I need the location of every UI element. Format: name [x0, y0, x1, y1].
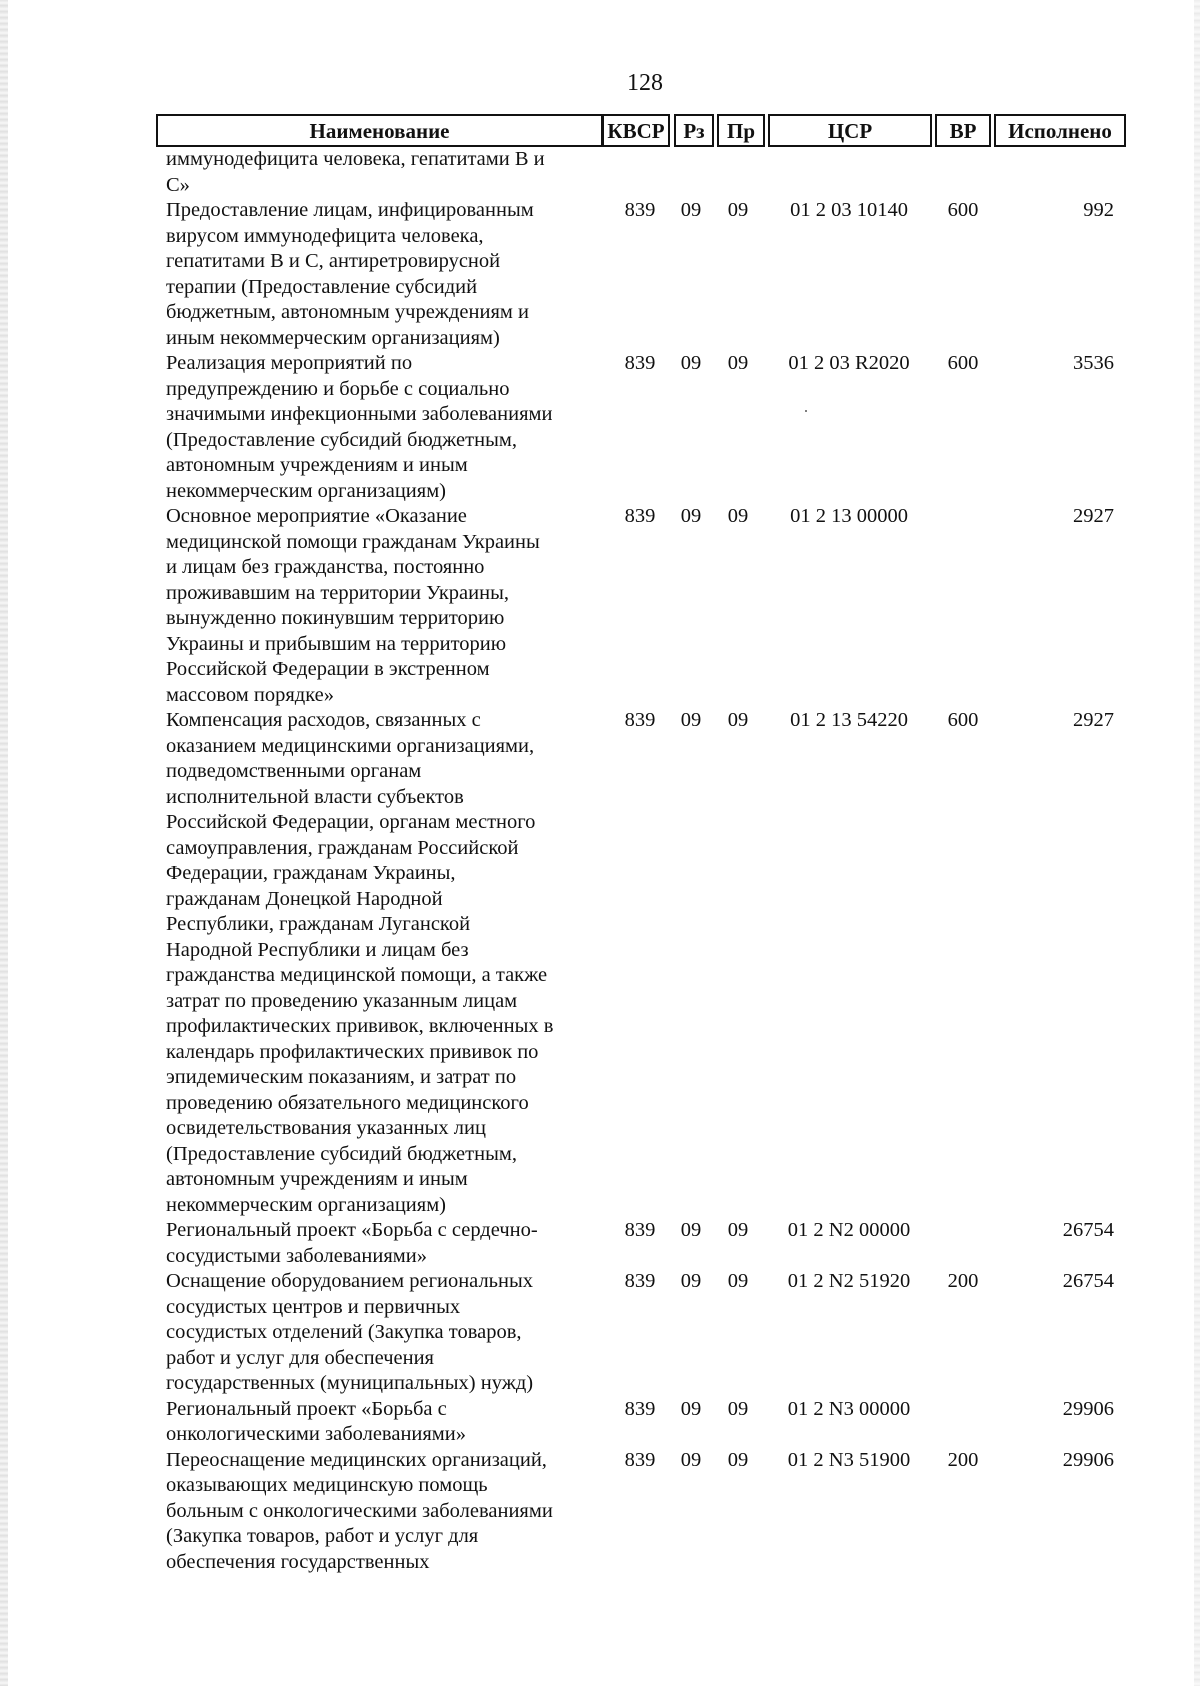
- header-kvsr: КВСР: [602, 114, 670, 147]
- row-rz: 09: [680, 1270, 702, 1292]
- row-rz: 09: [680, 505, 702, 527]
- row-rz: 09: [680, 709, 702, 731]
- row-pr: 09: [727, 1397, 749, 1420]
- row-csr: 01 2 13 54220: [790, 709, 908, 731]
- table-header: [156, 114, 1126, 147]
- row-rz: 09: [680, 1219, 702, 1241]
- row-name: Региональный проект «Борьба с онкологическими заболеваниями»: [166, 1397, 467, 1445]
- row-rz: 09: [680, 1448, 702, 1471]
- table-row: [156, 351, 1126, 504]
- row-kvsr: 839: [624, 1219, 656, 1241]
- table-row: [156, 1397, 1126, 1448]
- row-csr: 01 2 N3 00000: [787, 1397, 911, 1420]
- table-row: [156, 708, 1126, 1218]
- table-row: [156, 1269, 1126, 1397]
- header-vr: ВР: [935, 114, 991, 147]
- row-name: Оснащение оборудованием региональных сосудистых центров и первичных сосудистых отделений (Закупка товаров, работ и услуг для обеспечения государственных (муниципальных) нужд): [166, 1270, 534, 1394]
- row-csr: 01 2 N2 00000: [787, 1219, 911, 1241]
- row-executed: 2927: [1073, 505, 1114, 527]
- row-executed: 2927: [1073, 709, 1114, 731]
- row-rz: 09: [680, 352, 702, 374]
- row-pr: 09: [727, 199, 749, 221]
- row-vr: 600: [947, 709, 979, 731]
- row-pr: 09: [727, 1219, 749, 1241]
- table-body: [156, 147, 1126, 1575]
- row-pr: 09: [727, 1270, 749, 1292]
- row-name: Реализация мероприятий по предупреждению и борьбе с социально значимыми инфекционными заболеваниями (Предоставление субсидий бюджетным, автономным учреждениям и иным некоммерческим организациям): [166, 352, 553, 502]
- row-csr: 01 2 N3 51900: [787, 1448, 911, 1471]
- row-kvsr: 839: [624, 1448, 656, 1471]
- table-row: [156, 147, 1126, 198]
- row-pr: 09: [727, 1448, 749, 1471]
- row-vr: 200: [947, 1270, 979, 1292]
- row-name: Предоставление лицам, инфицированным вирусом иммунодефицита человека, гепатитами В и С, антиретровирусной терапии (Предоставление субсидий бюджетным, автономным учреждениям и иным некоммерческим организациям): [166, 199, 534, 349]
- row-kvsr: 839: [624, 1270, 656, 1292]
- row-vr: 200: [947, 1448, 979, 1471]
- row-kvsr: 839: [624, 352, 656, 374]
- row-vr: 600: [947, 199, 979, 221]
- row-executed: 29906: [1062, 1448, 1114, 1471]
- row-name: Региональный проект «Борьба с сердечно- сосудистыми заболеваниями»: [166, 1219, 538, 1267]
- row-csr: 01 2 03 R2020: [788, 352, 910, 374]
- row-kvsr: 839: [624, 199, 656, 221]
- row-rz: 09: [680, 1397, 702, 1420]
- row-kvsr: 839: [624, 709, 656, 731]
- table-row: [156, 198, 1126, 351]
- row-executed: 29906: [1062, 1397, 1114, 1420]
- row-executed: 26754: [1062, 1270, 1114, 1292]
- page-number: 128: [627, 70, 663, 96]
- row-pr: 09: [727, 352, 749, 374]
- table-row: [156, 1448, 1126, 1576]
- row-kvsr: 839: [624, 505, 656, 527]
- row-csr: 01 2 03 10140: [790, 199, 908, 221]
- row-name: Переоснащение медицинских организаций, оказывающих медицинскую помощь больным с онкологическими заболеваниями (Закупка товаров, работ и услуг для обеспечения государственных: [166, 1448, 553, 1573]
- row-pr: 09: [727, 709, 749, 731]
- scan-edge-left: [0, 0, 8, 1686]
- table-row: [156, 504, 1126, 708]
- scan-speck: [805, 410, 807, 412]
- header-rz: Рз: [674, 114, 714, 147]
- header-pr: Пр: [717, 114, 765, 147]
- scan-edge-right: [1194, 0, 1200, 1686]
- header-csr: ЦСР: [768, 114, 932, 147]
- row-name: Основное мероприятие «Оказание медицинской помощи гражданам Украины и лицам без гражданства, постоянно проживавшим на территории Украины, вынужденно покинувшим территорию Украины и прибывшим на территорию Российской Федерации в экстренном массовом порядке»: [166, 505, 540, 706]
- table-row: [156, 1218, 1126, 1269]
- row-vr: 600: [947, 352, 979, 374]
- header-name: Наименование: [156, 114, 603, 147]
- row-csr: 01 2 N2 51920: [787, 1270, 911, 1292]
- row-kvsr: 839: [624, 1397, 656, 1420]
- row-rz: 09: [680, 199, 702, 221]
- row-executed: 26754: [1062, 1219, 1114, 1241]
- row-name: Компенсация расходов, связанных с оказанием медицинскими организациями, подведомственными органам исполнительной власти субъектов Российской Федерации, органам местного самоуправления, гражданам Российской Федерации, гражданам Украины, гражданам Донецкой Народной Республики, гражданам Луганской Народной Республики и лицам без гражданства медицинской помощи, а также затрат по проведению указанным лицам профилактических прививок, включенных в календарь профилактических прививок по эпидемическим показаниям, и затрат по проведению обязательного медицинского освидетельствования указанных лиц (Предоставление субсидий бюджетным, автономным учреждениям и иным некоммерческим организациям): [166, 709, 554, 1216]
- header-executed: Исполнено: [994, 114, 1126, 147]
- row-name: иммунодефицита человека, гепатитами В и С»: [166, 148, 545, 196]
- row-executed: 3536: [1073, 352, 1114, 374]
- row-pr: 09: [727, 505, 749, 527]
- row-csr: 01 2 13 00000: [790, 505, 908, 527]
- row-executed: 992: [1083, 199, 1114, 221]
